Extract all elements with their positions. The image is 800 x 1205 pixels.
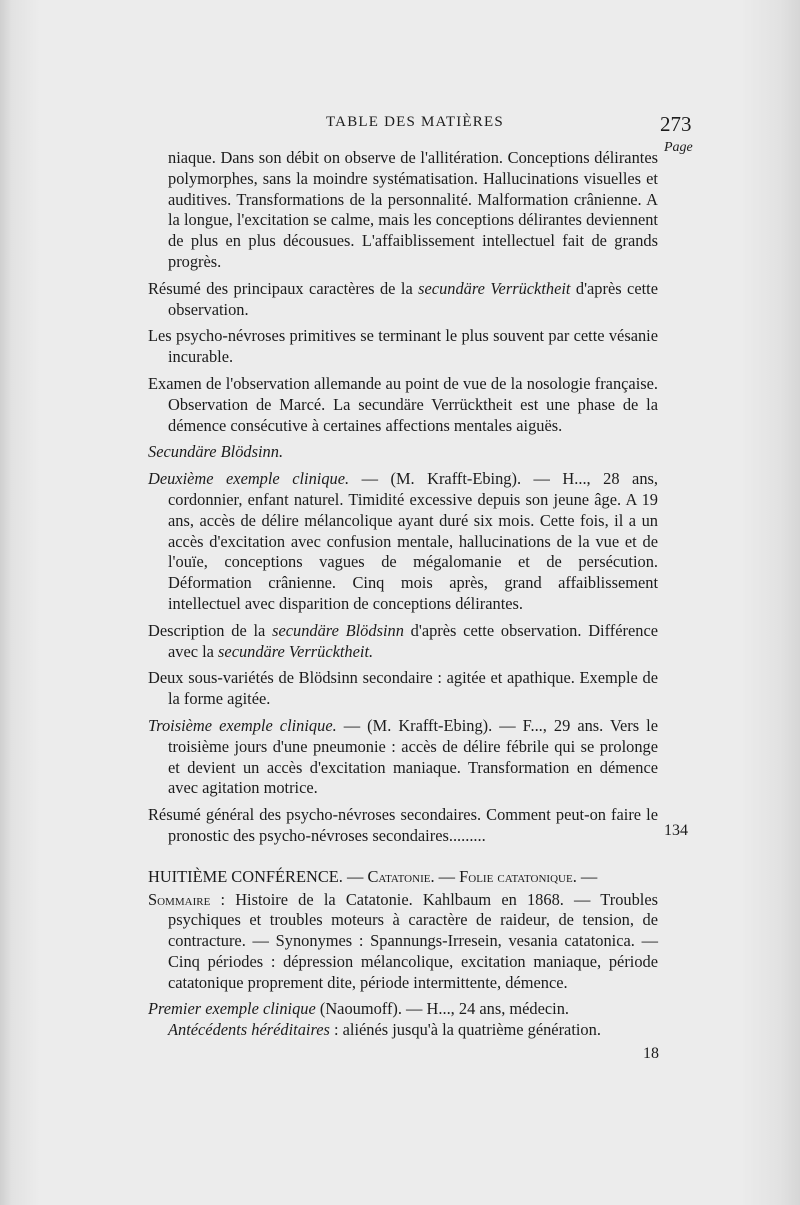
running-head: TABLE DES MATIÈRES [326, 114, 504, 130]
toc-paragraph: Examen de l'observation allemande au point de vue de la nosologie française. Observation de Marcé. La secundäre Verrücktheit est une phase de la démence consécutive à certaines affections mentales aiguës. [148, 373, 658, 435]
toc-summary: Sommaire : Histoire de la Catatonie. Kahlbaum en 1868. — Troubles psychiques et troubles moteurs à caractère de raideur, de tension, de contracture. — Synonymes : Spannungs-Irresein, vesania catatonica. — Cinq périodes : dépression mélancolique, excitation maniaque, période catatonique proprement dite, période intermittente, démence. [148, 889, 658, 992]
toc-paragraph: Description de la secundäre Blödsinn d'après cette observation. Différence avec la secundäre Verrücktheit. [148, 620, 658, 661]
page-number: 273 [660, 112, 692, 136]
toc-paragraph: Deux sous-variétés de Blödsinn secondaire : agitée et apathique. Exemple de la forme agitée. [148, 668, 658, 709]
signature-mark: 18 [643, 1045, 659, 1062]
toc-paragraph: Troisième exemple clinique. — (M. Krafft-Ebing). — F..., 29 ans. Vers le troisième jours d'une pneumonie : accès de délire fébrile qui se prolonge et devient un accès d'excitation maniaque. Transformation en démence avec agitation motrice. [148, 715, 658, 798]
toc-paragraph: Résumé général des psycho-névroses secondaires. Comment peut-on faire le pronostic des psycho-névroses secondaires......... [148, 805, 658, 845]
toc-paragraph: Antécédents héréditaires : aliénés jusqu'à la quatrième génération. [168, 1020, 601, 1040]
toc-paragraph: Résumé des principaux caractères de la secundäre Verrücktheit d'après cette observation. [148, 278, 658, 319]
toc-paragraph: niaque. Dans son débit on observe de l'allitération. Conceptions délirantes polymorphes, sans la moindre systématisation. Hallucinations visuelles et auditives. Transformations de la personnalité. Malformation crânienne. A la longue, l'excitation se calme, mais les conceptions délirantes deviennent de plus en plus décousues. L'affaiblissement intellectuel fait de grands progrès. [168, 148, 658, 271]
toc-paragraph: Les psycho-névroses primitives se terminant le plus souvent par cette vésanie incurable. [148, 326, 658, 367]
toc-subheading: Secundäre Blödsinn. [148, 442, 284, 462]
page-reference: 134 [664, 822, 688, 839]
table-of-contents-body [148, 148, 658, 1041]
toc-paragraph: Premier exemple clinique (Naoumoff). — H..., 24 ans, médecin. [148, 999, 570, 1019]
chapter-heading: HUITIÈME CONFÉRENCE. — Catatonie. — Folie catatonique. — [148, 866, 598, 886]
toc-paragraph: Deuxième exemple clinique. — (M. Krafft-Ebing). — H..., 28 ans, cordonnier, enfant naturel. Timidité excessive depuis son jeune âge. A 19 ans, accès de délire mélancolique ayant duré six mois. Cette fois, il a un accès d'excitation avec confusion mentale, hallucinations de la vue et de l'ouïe, conceptions vagues de mégalomanie et de persécution. Déformation crânienne. Cinq mois après, grand affaiblissement intellectuel avec disparition de conceptions délirantes. [148, 469, 658, 613]
page-column-label: Page [664, 140, 693, 155]
